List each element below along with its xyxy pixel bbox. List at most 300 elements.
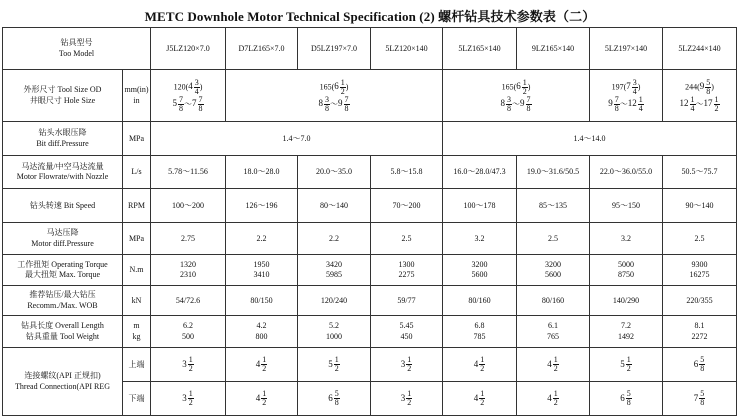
fraction-whole: 3 [400, 358, 406, 369]
hole-range-sep: ～ [184, 98, 192, 108]
fraction-part [406, 356, 412, 373]
bit-pressure-label-en: Bit diff.Pressure [36, 138, 89, 148]
hole-size-value [501, 96, 532, 113]
weight-value: 1000 [326, 331, 342, 341]
model-name: 5LZ120×140 [371, 28, 443, 70]
motor-pressure-row [3, 223, 737, 255]
fraction-whole: 5 [620, 358, 625, 369]
fraction-numerator: 5 [700, 355, 705, 364]
bit-pressure-label [3, 122, 123, 156]
size-unit-hole: in [133, 95, 140, 105]
length-cell [226, 316, 298, 348]
fraction-whole: 5 [172, 98, 177, 109]
fraction-denominator: 2 [334, 364, 339, 373]
length-value: 6.8 [474, 321, 485, 331]
wob-row [3, 286, 737, 316]
fraction-numerator: 5 [334, 389, 339, 398]
speed-value: 100～200 [151, 189, 226, 223]
fraction-whole: 6 [693, 358, 699, 369]
fraction [520, 96, 532, 113]
torque-cell [590, 255, 663, 286]
torque-max-value: 2275 [398, 270, 415, 279]
torque-max-value: 5600 [545, 270, 561, 279]
fraction-numerator: 1 [714, 94, 719, 104]
length-unit-kg: kg [132, 331, 141, 341]
od-mm: 120( [173, 81, 189, 91]
fraction-numerator: 1 [262, 389, 267, 398]
od-close: ) [345, 81, 349, 91]
fraction [401, 390, 413, 407]
wob-value: 140/290 [590, 286, 663, 316]
speed-label: 钻头转速 Bit Speed [3, 189, 123, 223]
fraction-part [188, 356, 194, 373]
fraction-numerator: 1 [407, 389, 412, 398]
wob-value: 80/160 [517, 286, 590, 316]
length-value: 5.45 [399, 321, 414, 331]
fraction-denominator: 2 [553, 364, 558, 373]
fraction-numerator: 1 [334, 355, 339, 364]
length-cell [590, 316, 663, 348]
fraction-whole: 9 [338, 98, 343, 109]
weight-value: 500 [182, 331, 194, 341]
fraction-whole: 6 [516, 81, 521, 92]
od-value [502, 79, 531, 96]
model-label-en: Too Model [58, 48, 95, 58]
length-cell [371, 316, 443, 348]
model-name: 5LZ165×140 [443, 28, 517, 70]
fraction-denominator: 2 [480, 398, 485, 407]
speed-row [3, 189, 737, 223]
thread-unit-down: 下端 [123, 382, 151, 416]
speed-value: 80～140 [298, 189, 371, 223]
fraction-part [334, 356, 340, 373]
model-label [3, 28, 151, 70]
fraction-whole: 4 [547, 358, 552, 369]
model-label-cn: 钻具型号 [60, 38, 93, 48]
thread-label-en: Thread Connection(API REG [14, 381, 111, 391]
torque-cell [443, 255, 517, 286]
fraction-numerator: 1 [553, 389, 558, 398]
od-value [320, 79, 349, 96]
fraction-part [261, 356, 267, 373]
fraction-part [344, 96, 350, 113]
torque-op-value: 3200 [471, 259, 488, 269]
spec-table [2, 27, 737, 416]
wob-value: 54/72.6 [151, 286, 226, 316]
torque-op-value: 1320 [180, 259, 196, 269]
fraction [620, 390, 632, 407]
fraction [628, 96, 644, 113]
fraction-whole: 6 [620, 392, 625, 403]
fraction-whole: 12 [679, 98, 689, 109]
fraction-denominator: 8 [334, 398, 339, 407]
fraction-numerator: 1 [188, 389, 193, 398]
size-unit-od: mm(in) [124, 85, 149, 95]
flow-label-en: Motor Flowrate/with Nozzle [16, 172, 109, 181]
torque-cell [226, 255, 298, 286]
fraction-part [714, 96, 720, 113]
size-label-od: 外形尺寸 Tool Size OD [23, 85, 102, 95]
thread-up-value [590, 348, 663, 382]
fraction-numerator: 1 [553, 355, 558, 364]
size-unit [123, 70, 151, 122]
fraction-whole: 4 [255, 358, 261, 369]
fraction [608, 96, 620, 113]
thread-unit-up: 上端 [123, 348, 151, 382]
fraction-denominator: 8 [507, 103, 511, 113]
length-value: 4.2 [256, 321, 267, 331]
thread-down-value [226, 382, 298, 416]
size-cell [663, 70, 737, 122]
fraction-denominator: 8 [700, 398, 705, 407]
thread-label [3, 348, 123, 416]
fraction [188, 79, 200, 96]
flow-value: 20.0～35.0 [298, 156, 371, 189]
fraction-whole: 4 [188, 81, 193, 92]
fraction-numerator: 7 [526, 94, 531, 104]
fraction-numerator: 5 [700, 389, 705, 398]
fraction-denominator: 2 [480, 364, 485, 373]
fraction-part [553, 356, 559, 373]
flow-unit: L/s [123, 156, 151, 189]
thread-label-cn: 连接螺纹(API 正规扣) [24, 371, 101, 381]
fraction-whole: 17 [703, 98, 713, 109]
wob-label-en: Recomm./Max. WOB [27, 300, 98, 310]
flow-value: 22.0～36.0/55.0 [590, 156, 663, 189]
speed-value: 85～135 [517, 189, 590, 223]
fraction-numerator: 1 [407, 355, 412, 364]
flow-label-cn: 马达流量/中空马达流量 [21, 161, 104, 171]
fraction [319, 96, 331, 113]
flow-value: 5.8～15.8 [371, 156, 443, 189]
fraction [547, 356, 559, 373]
fraction-numerator: 1 [626, 355, 631, 364]
fraction-denominator: 4 [690, 103, 695, 113]
fraction-numerator: 3 [507, 94, 511, 104]
length-value: 6.1 [548, 321, 558, 331]
torque-max-value: 2310 [180, 270, 196, 279]
flow-value: 50.5～75.7 [663, 156, 737, 189]
wob-value: 220/355 [663, 286, 737, 316]
fraction-denominator: 2 [188, 398, 193, 407]
thread-down-value [443, 382, 517, 416]
fraction [516, 79, 528, 96]
fraction-whole: 8 [500, 98, 505, 109]
fraction-denominator: 8 [179, 103, 183, 113]
torque-max-value: 16275 [689, 270, 710, 279]
length-value: 5.2 [329, 321, 339, 331]
fraction-denominator: 4 [638, 103, 643, 113]
fraction-whole: 3 [182, 358, 187, 369]
hole-range-sep: ～ [330, 98, 338, 108]
fraction-whole: 4 [473, 358, 479, 369]
fraction-part [188, 390, 194, 407]
fraction-numerator: 1 [188, 355, 193, 364]
fraction-numerator: 7 [344, 94, 349, 104]
flow-value: 19.0～31.6/50.5 [517, 156, 590, 189]
bit-pressure-row [3, 122, 737, 156]
torque-max-value: 3410 [253, 270, 270, 279]
flow-label [3, 156, 123, 189]
fraction-numerator: 7 [179, 94, 183, 104]
bit-pressure-label-cn: 钻头水眼压降 [38, 128, 87, 138]
fraction-denominator: 8 [626, 398, 631, 407]
fraction [192, 96, 204, 113]
speed-value: 70～200 [371, 189, 443, 223]
fraction [256, 356, 268, 373]
fraction-numerator: 1 [522, 77, 527, 87]
hole-size-value [680, 96, 720, 113]
torque-op-value: 3200 [545, 259, 561, 269]
hole-range-sep: ～ [695, 98, 704, 108]
length-row [3, 316, 737, 348]
length-unit [123, 316, 151, 348]
fraction-whole: 9 [520, 98, 525, 109]
fraction [694, 390, 706, 407]
fraction-denominator: 8 [344, 103, 349, 113]
wob-unit: kN [123, 286, 151, 316]
fraction-part [699, 356, 705, 373]
thread-down-value [517, 382, 590, 416]
fraction-whole: 9 [699, 81, 705, 92]
fraction [182, 390, 194, 407]
fraction [680, 96, 696, 113]
hole-range-sep: ～ [619, 98, 628, 108]
model-name: J5LZ120×7.0 [151, 28, 226, 70]
fraction-part [638, 96, 644, 113]
fraction-numerator: 3 [194, 77, 199, 87]
flow-value: 18.0～28.0 [226, 156, 298, 189]
length-cell [517, 316, 590, 348]
size-cell [151, 70, 226, 122]
fraction-numerator: 7 [614, 94, 619, 104]
fraction-numerator: 5 [706, 77, 711, 87]
fraction [474, 356, 486, 373]
fraction-part [526, 96, 532, 113]
flow-value: 16.0～28.0/47.3 [443, 156, 517, 189]
fraction-denominator: 8 [325, 103, 329, 113]
motor-pressure-value: 2.2 [298, 223, 371, 255]
page-title: METC Downhole Motor Technical Specification (2) 螺杆钻具技术参数表（二） [144, 9, 596, 24]
thread-down-value [151, 382, 226, 416]
fraction-numerator: 1 [690, 94, 695, 104]
torque-cell [151, 255, 226, 286]
torque-op-value: 3420 [326, 259, 342, 269]
fraction-denominator: 8 [526, 103, 531, 113]
thread-up-value [443, 348, 517, 382]
torque-cell [663, 255, 737, 286]
length-cell [663, 316, 737, 348]
thread-down-value [590, 382, 663, 416]
fraction-whole: 12 [627, 98, 637, 109]
fraction-part [261, 390, 267, 407]
wob-label [3, 286, 123, 316]
fraction-denominator: 2 [262, 364, 267, 373]
fraction-whole: 5 [328, 358, 333, 369]
fraction [700, 79, 712, 96]
fraction-denominator: 2 [553, 398, 558, 407]
model-name: 5LZ197×140 [590, 28, 663, 70]
fraction-part [479, 356, 485, 373]
motor-pressure-value: 2.5 [517, 223, 590, 255]
header-row [3, 28, 737, 70]
torque-label-op: 工作扭矩 Operating Torque [17, 259, 108, 269]
model-name: D5LZ197×7.0 [298, 28, 371, 70]
fraction-numerator: 1 [262, 355, 267, 364]
flow-row [3, 156, 737, 189]
fraction [547, 390, 559, 407]
fraction-whole: 4 [473, 392, 479, 403]
fraction-whole: 7 [626, 81, 631, 92]
wob-value: 80/150 [226, 286, 298, 316]
fraction-part [626, 356, 632, 373]
od-value [685, 79, 714, 96]
length-unit-m: m [133, 321, 140, 331]
fraction-denominator: 8 [198, 103, 203, 113]
fraction-denominator: 2 [262, 398, 267, 407]
torque-max-value: 5985 [326, 270, 342, 279]
fraction-whole: 3 [400, 392, 406, 403]
fraction-denominator: 2 [340, 86, 345, 96]
fraction [328, 390, 340, 407]
torque-unit: N.m [123, 255, 151, 286]
weight-value: 2272 [691, 331, 708, 341]
fraction [620, 356, 632, 373]
torque-max-value: 5600 [471, 270, 488, 279]
fraction-whole: 4 [255, 392, 261, 403]
fraction-part [406, 390, 412, 407]
motor-pressure-label-cn: 马达压降 [46, 228, 79, 238]
fraction-numerator: 3 [632, 77, 637, 87]
fraction-whole: 9 [608, 98, 613, 109]
fraction-whole: 8 [318, 98, 323, 109]
hole-size-value [608, 96, 644, 113]
thread-up-row [3, 348, 737, 382]
torque-row [3, 255, 737, 286]
motor-pressure-label [3, 223, 123, 255]
motor-pressure-value: 2.2 [226, 223, 298, 255]
fraction-part [626, 390, 632, 407]
fraction [173, 96, 185, 113]
weight-value: 450 [400, 331, 413, 341]
fraction [328, 356, 340, 373]
length-label [3, 316, 123, 348]
torque-cell [298, 255, 371, 286]
fraction-numerator: 5 [626, 389, 631, 398]
speed-value: 100～178 [443, 189, 517, 223]
length-cell [151, 316, 226, 348]
length-value: 8.1 [694, 321, 705, 331]
bit-pressure-unit: MPa [123, 122, 151, 156]
fraction-denominator: 2 [407, 364, 412, 373]
fraction-numerator: 1 [340, 77, 345, 87]
fraction-whole: 7 [192, 98, 197, 109]
fraction [704, 96, 720, 113]
size-cell [443, 70, 590, 122]
model-name: D7LZ165×7.0 [226, 28, 298, 70]
wob-value: 59/77 [371, 286, 443, 316]
od-mm: 165( [501, 81, 517, 91]
thread-up-value [298, 348, 371, 382]
fraction [501, 96, 513, 113]
fraction-whole: 6 [334, 81, 339, 92]
model-name: 5LZ244×140 [663, 28, 737, 70]
speed-unit: RPM [123, 189, 151, 223]
torque-op-value: 1300 [398, 259, 415, 269]
weight-value: 1492 [618, 331, 634, 341]
torque-label [3, 255, 123, 286]
fraction-whole: 4 [547, 392, 552, 403]
size-label-hole: 井眼尺寸 Hole Size [29, 95, 96, 105]
fraction [401, 356, 413, 373]
size-cell [590, 70, 663, 122]
od-close: ) [199, 81, 203, 91]
thread-up-value [371, 348, 443, 382]
od-mm: 165( [319, 81, 335, 91]
od-value [612, 79, 641, 96]
motor-pressure-label-en: Motor diff.Pressure [31, 238, 94, 248]
weight-value: 800 [255, 331, 268, 341]
fraction-numerator: 7 [198, 94, 203, 104]
fraction-part [553, 390, 559, 407]
fraction-whole: 3 [182, 392, 187, 403]
motor-pressure-value: 2.5 [663, 223, 737, 255]
hole-range-sep: ～ [512, 98, 520, 108]
length-label-weight: 钻具重量 Tool Weight [25, 331, 100, 341]
thread-down-value [371, 382, 443, 416]
torque-cell [517, 255, 590, 286]
fraction-denominator: 2 [188, 364, 193, 373]
wob-label-cn: 推荐钻压/最大钻压 [29, 290, 96, 300]
od-mm: 197( [611, 81, 627, 91]
torque-cell [371, 255, 443, 286]
od-close: ) [637, 81, 641, 91]
length-cell [443, 316, 517, 348]
od-value [174, 79, 203, 96]
thread-down-value [663, 382, 737, 416]
fraction-denominator: 2 [407, 398, 412, 407]
fraction [334, 79, 346, 96]
fraction-part [198, 96, 204, 113]
fraction-part [699, 390, 705, 407]
torque-op-value: 9300 [691, 259, 708, 269]
fraction-whole: 6 [328, 392, 333, 403]
thread-up-value [226, 348, 298, 382]
fraction-denominator: 8 [706, 86, 711, 96]
torque-label-max: 最大扭矩 Max. Torque [24, 270, 101, 279]
motor-pressure-value: 3.2 [590, 223, 663, 255]
fraction [694, 356, 706, 373]
length-cell [298, 316, 371, 348]
weight-value: 785 [473, 331, 486, 341]
fraction-denominator: 2 [626, 364, 631, 373]
motor-pressure-value: 2.5 [371, 223, 443, 255]
size-label [3, 70, 123, 122]
wob-value: 80/160 [443, 286, 517, 316]
motor-pressure-value: 3.2 [443, 223, 517, 255]
fraction-numerator: 1 [638, 94, 643, 104]
od-close: ) [527, 81, 531, 91]
hole-size-value [319, 96, 350, 113]
fraction-numerator: 1 [480, 355, 485, 364]
speed-value: 126～196 [226, 189, 298, 223]
thread-up-value [517, 348, 590, 382]
thread-up-value [663, 348, 737, 382]
fraction-denominator: 2 [714, 103, 719, 113]
fraction-denominator: 2 [522, 86, 527, 96]
fraction [338, 96, 350, 113]
torque-max-value: 8750 [618, 270, 634, 279]
